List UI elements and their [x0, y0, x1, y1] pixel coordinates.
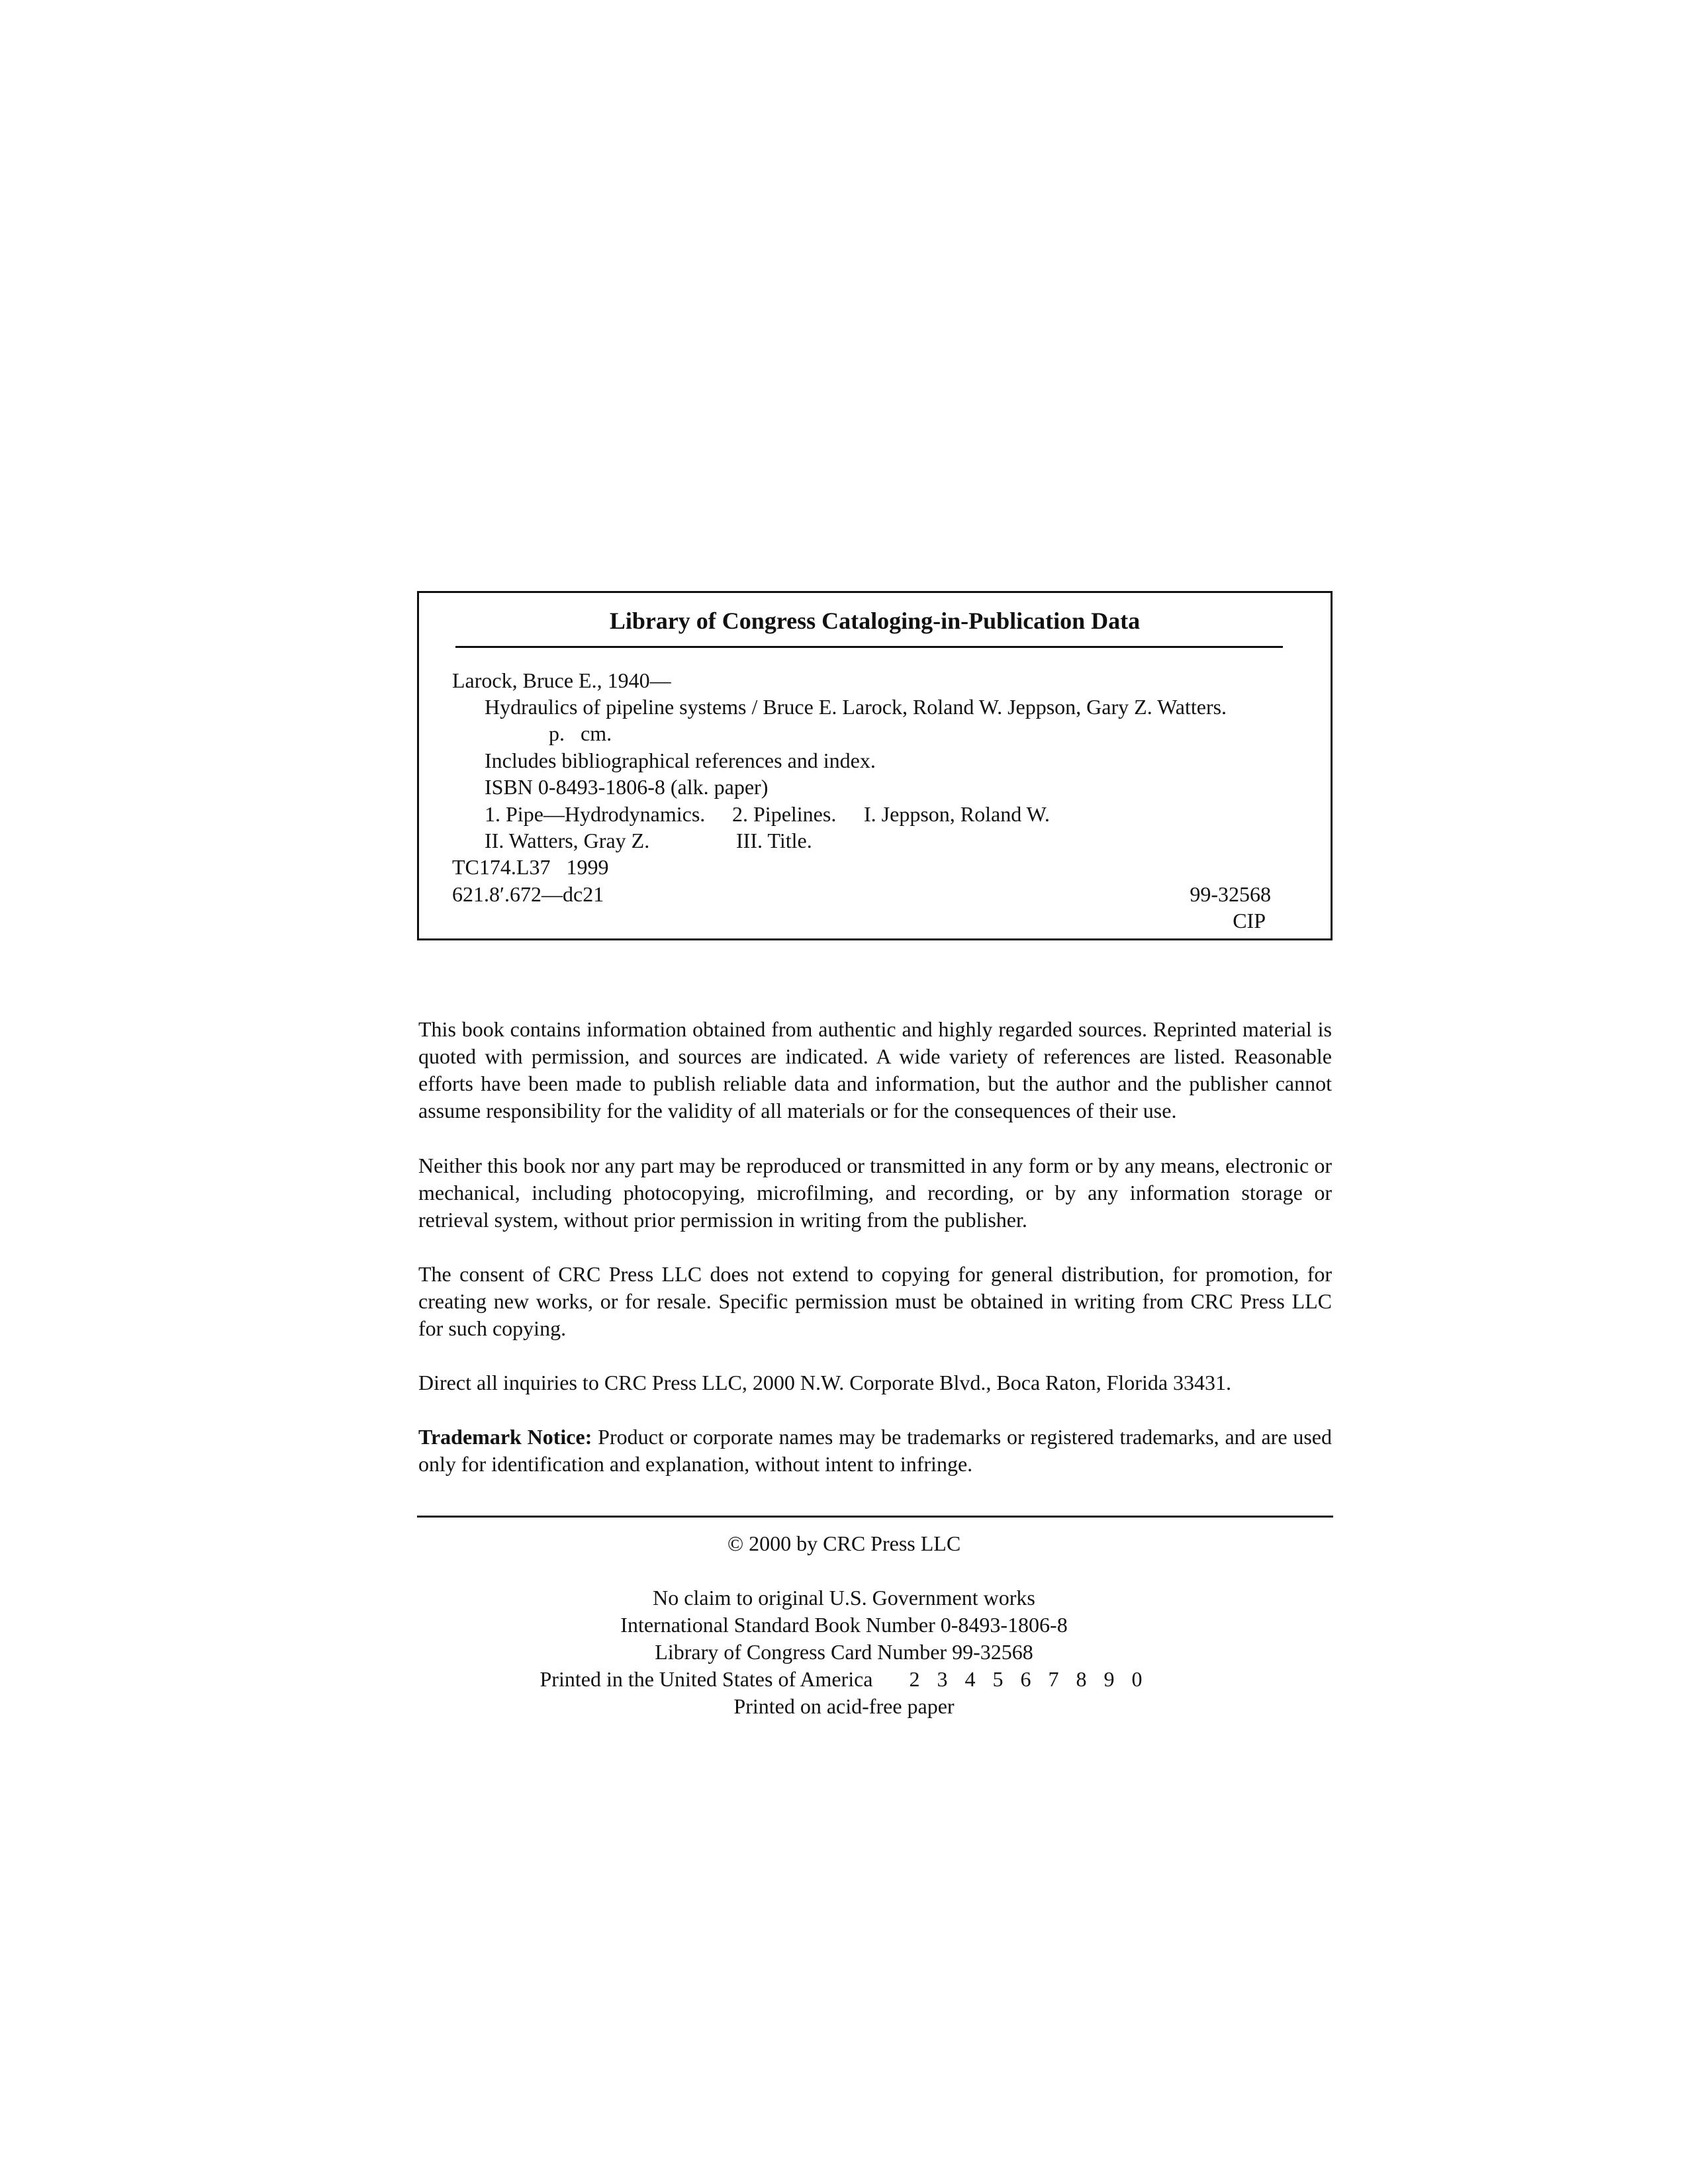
printed-in-text: Printed in the United States of America: [539, 1667, 873, 1691]
trademark-notice: [418, 1424, 1332, 1478]
cip-dewey: 621.8′.672—dc21: [452, 882, 604, 906]
printed-in-line: [0, 1666, 1688, 1692]
no-claim-line: No claim to original U.S. Government works: [653, 1586, 1035, 1610]
copyright-line: © 2000 by CRC Press LLC: [727, 1531, 961, 1555]
cip-book-title: Hydraulics of pipeline systems / Bruce E. Larock, Roland W. Jeppson, Gary Z. Watters.: [485, 695, 1227, 719]
cip-pages: p. cm.: [549, 721, 612, 745]
cip-lccn: 99-32568: [1190, 882, 1271, 906]
lccn-line: Library of Congress Card Number 99-32568: [655, 1640, 1033, 1664]
trademark-label: Trademark Notice:: [418, 1425, 592, 1449]
legal-paragraph-inquiries: Direct all inquiries to CRC Press LLC, 2000 N.W. Corporate Blvd., Boca Raton, Florida 33431.: [418, 1371, 1232, 1394]
cip-label: CIP: [1233, 909, 1266, 933]
cip-title: Library of Congress Cataloging-in-Publication Data: [609, 608, 1141, 634]
cip-bibliography: Includes bibliographical references and index.: [485, 749, 876, 772]
legal-paragraph-reproduction: Neither this book nor any part may be reproduced or transmitted in any form or by any means, electronic or mechanical, including photocopying, microfilming, and recording, or by any information storage or retrieval system, without prior permission in writing from the publisher.: [418, 1154, 1332, 1232]
footer-rule: [417, 1516, 1333, 1518]
cip-subject-5: III. Title.: [736, 829, 812, 852]
cip-author: Larock, Bruce E., 1940—: [452, 668, 671, 692]
acid-free-line: Printed on acid-free paper: [733, 1694, 955, 1718]
cip-subject-4: II. Watters, Gray Z.: [485, 829, 650, 852]
legal-paragraph-consent: The consent of CRC Press LLC does not extend to copying for general distribution, for promotion, for creating new works, or for resale. Specific permission must be obtained in writing from CRC Press LLC for such copying.: [418, 1262, 1332, 1340]
cip-call-number: TC174.L37 1999: [452, 855, 609, 879]
cip-title-rule: [455, 646, 1283, 648]
cip-subject-1: 1. Pipe—Hydrodynamics.: [485, 802, 706, 826]
cip-subject-2: 2. Pipelines.: [732, 802, 837, 826]
trademark-text: Product or corporate names may be trademarks or registered trademarks, and are used only for identification and explanation, without intent to infringe.: [418, 1425, 1333, 1476]
printing-numbers: 2 3 4 5 6 7 8 9 0: [909, 1667, 1149, 1691]
isbn-line: International Standard Book Number 0-8493-1806-8: [620, 1613, 1068, 1637]
legal-paragraph-sources: This book contains information obtained from authentic and highly regarded sources. Reprinted material is quoted with permission, and sources are indicated. A wide variety of references are listed. Reasonable efforts have been made to publish reliable data and information, but the author and the publisher cannot assume responsibility for the validity of all materials or for the consequences of their use.: [418, 1017, 1332, 1122]
cip-isbn: ISBN 0-8493-1806-8 (alk. paper): [485, 775, 769, 799]
cip-subject-3: I. Jeppson, Roland W.: [864, 802, 1050, 826]
cip-data-box: [417, 591, 1333, 940]
